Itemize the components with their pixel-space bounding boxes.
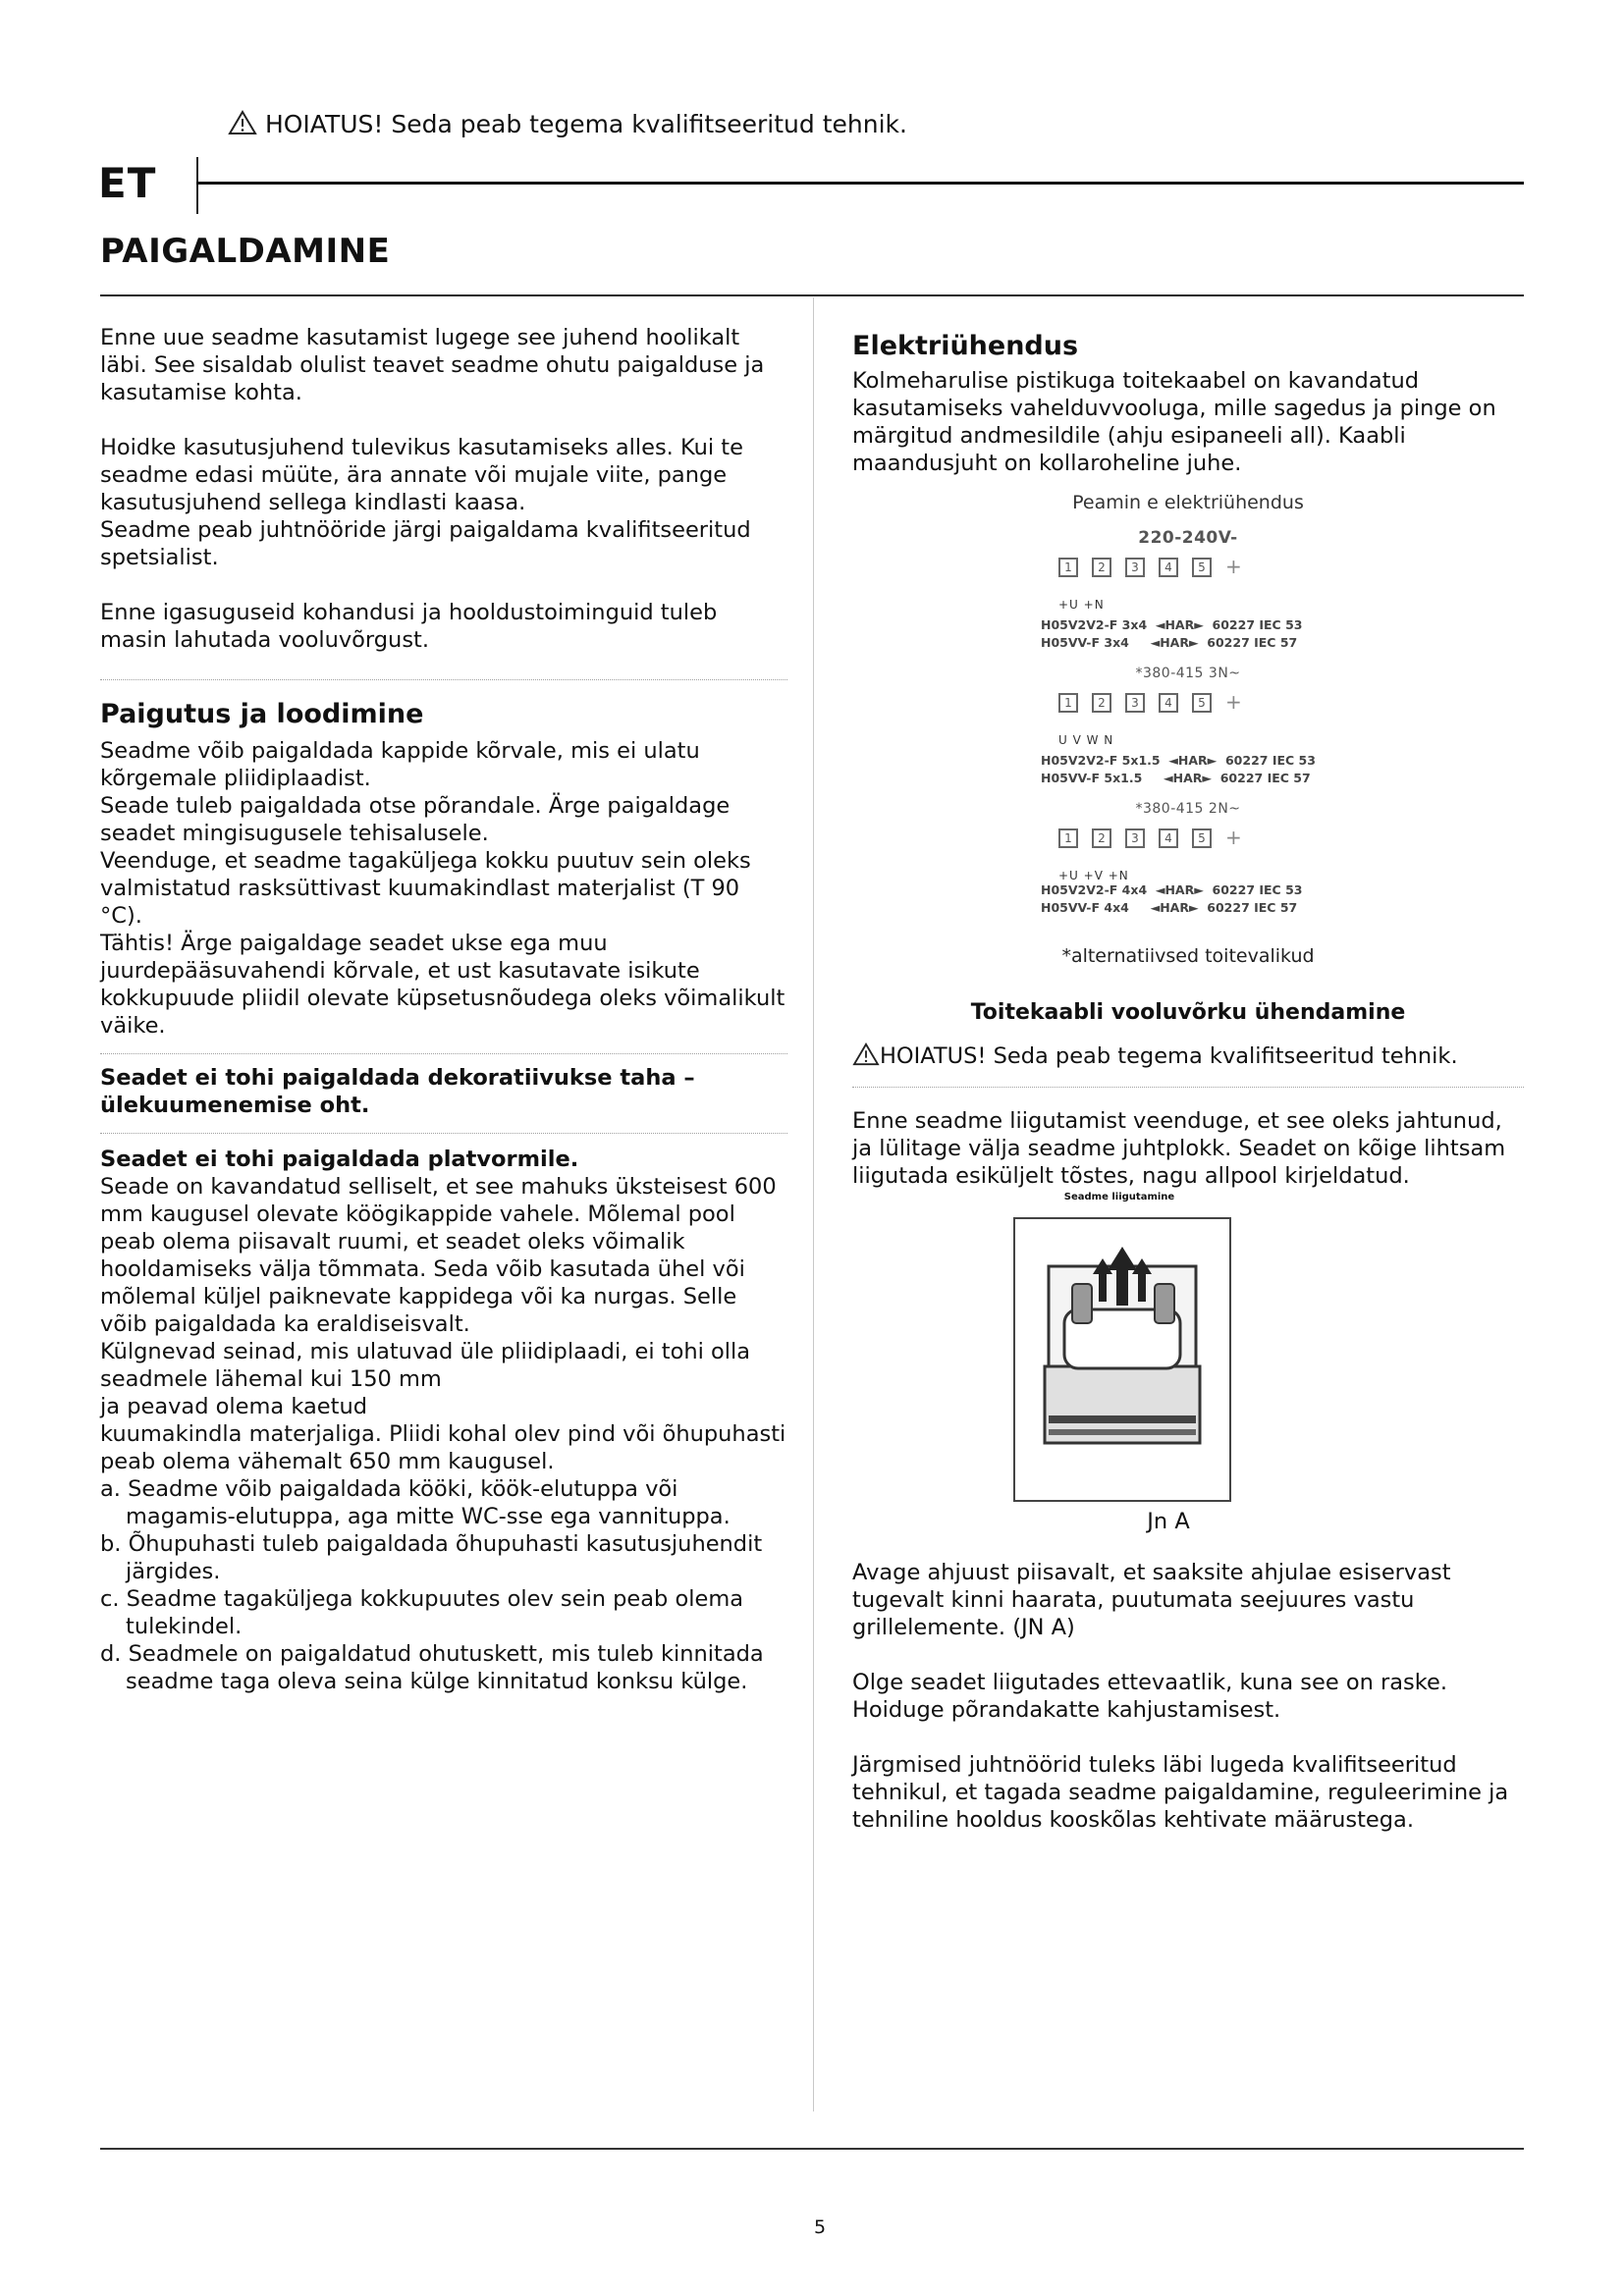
- electric-heading: Elektriühendus: [852, 331, 1079, 361]
- terminal: 4: [1159, 693, 1178, 713]
- electric-paragraph: Kolmeharulise pistikuga toitekaabel on kavandatud kasutamiseks vahelduvvooluga, mille sagedus ja pinge on märgitud andmesildile (ahju esipaneeli all). Kaabli maandusjuht on kollaroheline juhe.: [852, 368, 1496, 476]
- wiring-diagram: [1041, 489, 1335, 970]
- platform-paragraph-2: Külgnevad seinad, mis ulatuvad üle pliidiplaadi, ei tohi olla seadmele lähemal kui 150 mm: [100, 1339, 751, 1392]
- diagram-footnote: *alternatiivsed toitevalikud: [1061, 945, 1315, 967]
- list-item-d: d. Seadmele on paigaldatud ohutuskett, mis tuleb kinnitada seadme taga oleva seina külge kinnitatud konksu külge.: [100, 1641, 764, 1694]
- diagram-voltage-1: 220-240V-: [1138, 528, 1238, 548]
- terminal-block-3: [1041, 828, 1335, 862]
- cable-spec-1: H05V2V2-F 3x4 ◄HAR► 60227 IEC 53 H05VV-F 3x4 ◄HAR► 60227 IEC 57: [1041, 617, 1303, 650]
- warning-triangle-icon: [852, 1042, 880, 1073]
- terminal: 5: [1192, 828, 1212, 848]
- terminal: 5: [1192, 693, 1212, 713]
- earth-symbol-icon: +: [1225, 826, 1242, 849]
- column-divider: [813, 297, 814, 2111]
- warning-triangle-icon: [228, 110, 257, 135]
- right-column: [852, 330, 1524, 1834]
- header-warning: [228, 110, 915, 139]
- platform-paragraph-1: Seade on kavandatud selliselt, et see mahuks üksteisest 600 mm kaugusel olevate köögikappide vahele. Mõlemal pool peab olema piisavalt ruumi, et seadet oleks võimalik hooldamiseks välja tõmmata. Seda võib kasutada ühel või mõlemal küljel paiknevate kappidega või ka nurgas. Selle võib paigaldada ka eraldiseisvalt.: [100, 1174, 777, 1337]
- after-paragraph-3: Järgmised juhtnöörid tuleks läbi lugeda kvalifitseeritud tehnikul, et tagada seadme paigaldamine, reguleerimine ja tehniline hooldus kooskõlas kehtivate määrustega.: [852, 1752, 1509, 1833]
- terminal: 2: [1092, 828, 1111, 848]
- page-title: PAIGALDAMINE: [100, 232, 391, 271]
- terminal-labels-1: +U +N: [1058, 598, 1105, 612]
- oven-lifting-figure: [1013, 1217, 1231, 1502]
- placement-paragraph-3: Veenduge, et seadme tagaküljega kokku puutuv sein oleks valmistatud rasksüttivast kuumakindlast materjalist (T 90 °C).: [100, 848, 751, 929]
- terminal-labels-2: U V W N: [1058, 733, 1114, 747]
- terminal: 2: [1092, 693, 1111, 713]
- intro-paragraph-1: Enne uue seadme kasutamist lugege see juhend hoolikalt läbi. See sisaldab olulist teavet seadme ohutu paigalduse ja kasutamise kohta.: [100, 325, 765, 405]
- oven-lifting-illustration: [1015, 1219, 1229, 1500]
- terminal: 3: [1125, 693, 1145, 713]
- platform-heading: Seadet ei tohi paigaldada platvormile.: [100, 1147, 579, 1172]
- terminal-block-1: [1041, 555, 1335, 591]
- intro-paragraph-3: Seadme peab juhtnööride järgi paigaldama kvalifitseeritud spetsialist.: [100, 517, 751, 570]
- terminal: 2: [1092, 558, 1111, 577]
- earth-symbol-icon: +: [1225, 690, 1242, 714]
- diagram-voltage-3: *380-415 2N~: [1135, 801, 1241, 817]
- placement-paragraph-1: Seadme võib paigaldada kappide kõrvale, mis ei ulatu kõrgemale pliidiplaadist.: [100, 738, 700, 791]
- header-warning-text: HOIATUS! Seda peab tegema kvalifitseeritud tehnik.: [264, 110, 907, 138]
- title-rule: [100, 294, 1524, 296]
- right-warning-text: HOIATUS! Seda peab tegema kvalifitseeritud tehnik.: [880, 1043, 1458, 1069]
- cable-spec-3: H05V2V2-F 4x4 ◄HAR► 60227 IEC 53 H05VV-F 4x4 ◄HAR► 60227 IEC 57: [1041, 882, 1303, 915]
- figure-caption: Jn A: [1147, 1509, 1190, 1534]
- intro-paragraph-2: Hoidke kasutusjuhend tulevikus kasutamiseks alles. Kui te seadme edasi müüte, ära annate või mujale viite, pange kasutusjuhend sellega kindlasti kaasa.: [100, 435, 743, 515]
- list-item-c: c. Seadme tagaküljega kokkupuutes olev sein peab olema tulekindel.: [100, 1586, 744, 1639]
- after-paragraph-2: Olge seadet liigutades ettevaatlik, kuna see on raske. Hoiduge põrandakatte kahjustamisest.: [852, 1670, 1447, 1723]
- placement-paragraph-2: Seade tuleb paigaldada otse põrandale. Ärge paigaldage seadet mingisugusele tehisalusele.: [100, 793, 731, 846]
- terminal: 1: [1058, 828, 1078, 848]
- terminal: 3: [1125, 828, 1145, 848]
- decorative-door-warning: Seadet ei tohi paigaldada dekoratiivukse taha – ülekuumenemise oht.: [100, 1065, 695, 1118]
- terminal: 1: [1058, 693, 1078, 713]
- language-divider: [196, 157, 198, 214]
- language-code: ET: [98, 159, 157, 207]
- left-column: [100, 324, 787, 1695]
- placement-heading: Paigutus ja loodimine: [100, 699, 424, 729]
- diagram-voltage-2: *380-415 3N~: [1135, 666, 1241, 681]
- header-rule: [196, 182, 1524, 185]
- cable-connection-heading: Toitekaabli vooluvõrku ühendamine: [970, 1000, 1406, 1025]
- terminal: 5: [1192, 558, 1212, 577]
- diagram-caption: Peamin e elektriühendus: [1072, 492, 1304, 513]
- list-item-b: b. Õhupuhasti tuleb paigaldada õhupuhasti kasutusjuhendit järgides.: [100, 1531, 763, 1584]
- terminal-block-2: [1041, 690, 1335, 726]
- cable-spec-2: H05V2V2-F 5x1.5 ◄HAR► 60227 IEC 53 H05VV-F 5x1.5 ◄HAR► 60227 IEC 57: [1041, 753, 1316, 785]
- platform-paragraph-3: ja peavad olema kaetud: [100, 1394, 367, 1419]
- platform-paragraph-4: kuumakindla materjaliga. Pliidi kohal olev pind või õhupuhasti peab olema vähemalt 650 mm kaugusel.: [100, 1421, 786, 1474]
- terminal: 4: [1159, 828, 1178, 848]
- terminal: 3: [1125, 558, 1145, 577]
- page-number: 5: [813, 2216, 827, 2238]
- list-item-a: a. Seadme võib paigaldada kööki, köök-elutuppa või magamis-elutuppa, aga mitte WC-sse ega vannituppa.: [100, 1476, 731, 1529]
- figure-label: Seadme liigutamine: [1063, 1192, 1175, 1202]
- terminal: 4: [1159, 558, 1178, 577]
- moving-paragraph: Enne seadme liigutamist veenduge, et see oleks jahtunud, ja lülitage välja seadme juhtplokk. Seadet on kõige lihtsam liigutada esiküljelt tõstes, nagu allpool kirjeldatud.: [852, 1108, 1506, 1189]
- terminal-labels-3: +U +V +N: [1058, 869, 1129, 882]
- placement-paragraph-4: Tähtis! Ärge paigaldage seadet ukse ega muu juurdepääsuvahendi kõrvale, et ust kasutavate isikute kokkupuude pliidil olevate küpsetusnõudega oleks võimalikult väike.: [100, 931, 785, 1039]
- after-paragraph-1: Avage ahjuust piisavalt, et saaksite ahjulae esiservast tugevalt kinni haarata, puutumata seejuures vastu grillelemente. (JN A): [852, 1560, 1451, 1640]
- earth-symbol-icon: +: [1225, 555, 1242, 578]
- intro-paragraph-4: Enne igasuguseid kohandusi ja hooldustoiminguid tuleb masin lahutada vooluvõrgust.: [100, 600, 718, 653]
- footer-rule: [100, 2148, 1524, 2150]
- terminal: 1: [1058, 558, 1078, 577]
- right-warning: [852, 1042, 1524, 1073]
